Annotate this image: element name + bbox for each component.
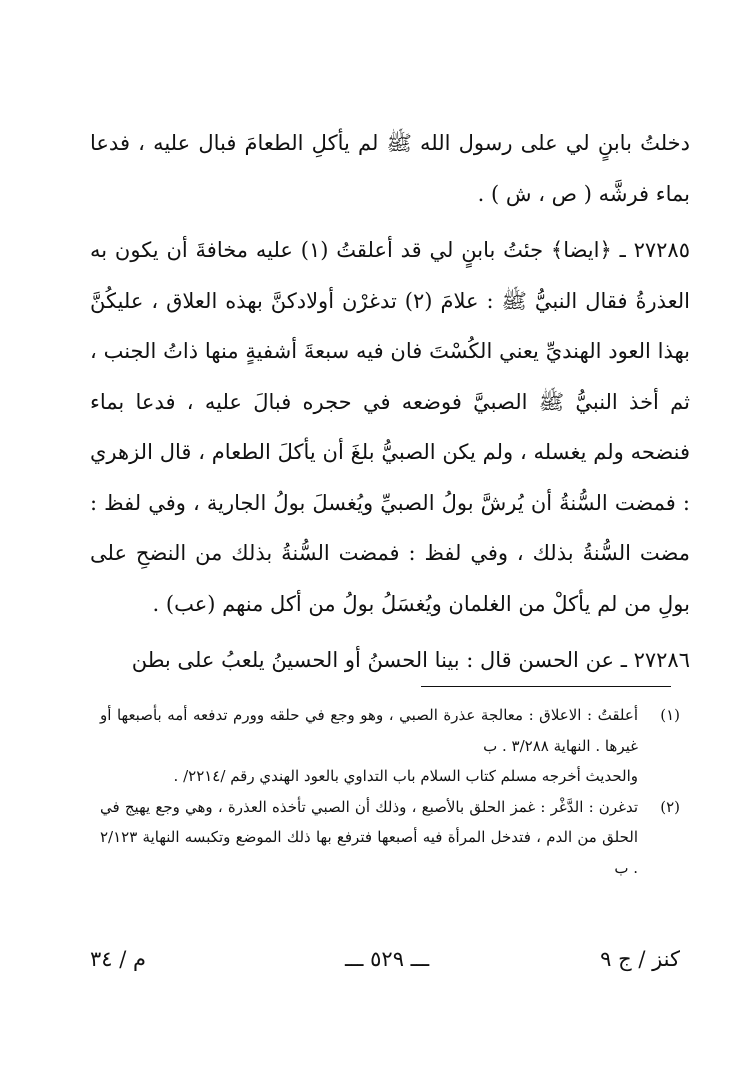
page-footer <box>90 947 680 987</box>
signature-mark: م / ٣٤ <box>90 947 146 971</box>
volume-label: كنز / ج ٩ <box>600 947 680 971</box>
footnote-1 <box>100 700 680 792</box>
footnote-2 <box>100 792 680 884</box>
hadith-paragraph-27285: ٢٧٢٨٥ ـ ﴿ايضا﴾ جئتُ بابنٍ لي قد أعلقتُ (١) عليه مخافةَ أن يكون به العذرةُ فقال النبيُّ ﷺ : علامَ (٢) تدغرْن أولادكنَّ بهذه العلاق ، عليكُنَّ بهذا العود الهنديِّ يعني الكُسْتَ فان فيه سبعةَ أشفيةٍ منها ذاتُ الجنب ، ثم أخذ النبيُّ ﷺ الصبيَّ فوضعه في حجره فبالَ عليه ، فدعا بماء فنضحه ولم يغسله ، ولم يكن الصبيُّ بلغَ أن يأكلَ الطعام ، قال الزهري : فمضت السُّنةُ أن يُرشَّ بولُ الصبيِّ ويُغسلَ بولُ الجارية ، وفي لفظ : مضت السُّنةُ بذلك ، وفي لفظ : فمضت السُّنةُ بذلك من النضحِ على بولِ من لم يأكلْ من الغلمان ويُغسَلُ بولُ من أكل منهم (عب) . <box>90 238 691 616</box>
footnote-separator <box>421 686 671 687</box>
page-number: ـــ ٥٢٩ ـــ <box>345 947 430 971</box>
footnote-text: أعلقتُ : الاعلاق : معالجة عذرة الصبي ، وهو وجع في حلقه وورم تدفعه أمه بأصبعها أو غيرها . النهاية ٣/٢٨٨ . ب <box>100 706 638 755</box>
footnote-text: والحديث أخرجه مسلم كتاب السلام باب التداوي بالعود الهندي رقم /٢٢١٤/ . <box>173 767 638 785</box>
main-text <box>90 118 690 686</box>
footnote-number: (١) <box>660 706 680 724</box>
footnote-number: (٢) <box>660 797 680 816</box>
footnotes <box>100 700 680 883</box>
footnote-text: تدغرن : الدَّغْر : غمز الحلق بالأصبع ، وذلك أن الصبي تأخذه العذرة ، وهي وجع يهيج في الحلق من الدم ، فتدخل المرأة فيه أصبعها فترفع بها ذلك الموضع وتكبسه النهاية ٢/١٢٣ . ب <box>100 797 638 877</box>
hadith-paragraph-continued: دخلتُ بابنٍ لي على رسول الله ﷺ لم يأكلِ الطعامَ فبال عليه ، فدعا بماء فرشَّه ( ص ، ش ) . <box>90 131 690 206</box>
hadith-paragraph-27286: ٢٧٢٨٦ ـ عن الحسن قال : بينا الحسنُ أو الحسينُ يلعبُ على بطن <box>131 648 690 672</box>
